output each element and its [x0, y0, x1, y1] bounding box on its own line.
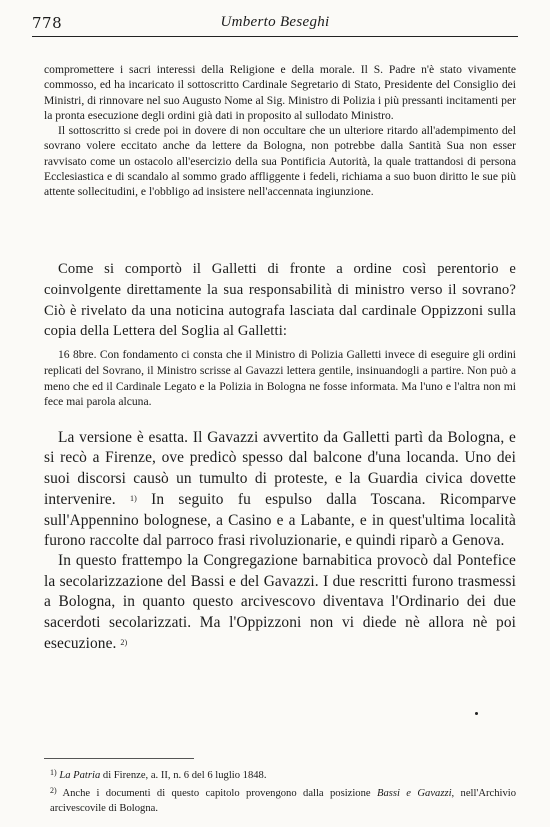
footnote-2-text-b: , nell'Archivio arcivescovile di Bologna.: [50, 788, 516, 815]
footnote-rule: [44, 758, 194, 759]
question-paragraph-block: [44, 259, 516, 342]
footnotes: [50, 765, 516, 817]
footnote-ref-1[interactable]: 1): [130, 494, 137, 504]
footnote-ref-2[interactable]: 2): [120, 638, 128, 648]
body-paragraph-2-text: In questo frattempo la Congregazione barnabitica provocò dal Pontefice la secolarizzazione del Bassi e del Gavazzi. I due rescritti furono trasmessi a Bologna, in quanto questo arcivescovo diventava l'Ordinario dei due sacerdoti secolarizzati. Ma l'Oppizzoni non vi diede nè allora nè poi esecuzione.: [44, 552, 516, 653]
footnote-2: [50, 783, 516, 816]
letter-paragraph-2: Il sottoscritto si crede poi in dovere di non occultare che un ulteriore ritardo all'adempimento del sovrano volere eccitato anche da lettere da Bologna, non potrebbe dalla Santità Sua non esser ravvisato come un ostacolo all'esercizio della sua Pontificia Autorità, la quale trattandosi di persona Ecclesiastica e di scandalo al sommo grado affliggente i fedeli, richiama a suo buon diritto le sue più attente sollecitudini, e l'obbligo ad insistere nell'accennata ingiunzione.: [44, 124, 516, 199]
letter-excerpt: [44, 62, 516, 200]
body-paragraph-1-text-b: In seguito fu espulso dalla Toscana. Ricomparve sull'Appennino bolognese, a Casino e a Labante, e in quest'ultima località furono raccolte dal parroco frasi rivoluzionarie, e quindi riparò a Genova.: [44, 491, 517, 550]
main-body: [44, 428, 516, 654]
body-paragraph-1: [44, 428, 516, 551]
letter-paragraph-1: compromettere i sacri interessi della Religione e della morale. Il S. Padre n'è stato vivamente commosso, ed ha incaricato il sottoscritto Cardinale Segretario di Stato, Presidente del Consiglio dei Ministri, di rinnovare nel suo Augusto Nome al Sig. Ministro di Polizia i più pressanti incitamenti per la pronta esecuzione degli ordini già dati in proposito al sullodato Ministro.: [44, 63, 516, 122]
footnote-1: [50, 765, 516, 783]
header-rule: [32, 36, 518, 37]
footnote-2-italic: Bassi e Gavazzi: [376, 788, 452, 800]
page-number: 778: [32, 14, 63, 32]
oppizzoni-note: 16 8bre. Con fondamento ci consta che il Ministro di Polizia Galletti invece di eseguire gli ordini replicati del Sovrano, il Ministro scrisse al Gavazzi lettera gentile, insinuandogli a partire. Non può a meno che ed il Cardinale Legato e la Polizia in Bologna ne fosse informata. Ma l'uno e l'altra non mi fece mai parola alcuna.: [44, 348, 516, 409]
body-paragraph-1-text-a: La versione è esatta. Il Gavazzi avvertito da Galletti partì da Bologna, e si recò a Firenze, ove predicò spesso dal balcone d'una locanda. Uno dei suoi discorsi causò un tumulto di proteste, e la Guardia civica dovette intervenire.: [44, 429, 516, 509]
footnote-2-text-a: Anche i documenti di questo capitolo provengono dalla posizione: [62, 788, 371, 800]
page-header: [32, 10, 518, 34]
footnote-1-text: di Firenze, a. II, n. 6 del 6 luglio 1848.: [102, 770, 267, 781]
running-head: Umberto Beseghi: [220, 14, 330, 30]
footnote-2-mark: 2): [50, 786, 57, 796]
oppizzoni-note-block: [44, 347, 516, 410]
stray-ink-mark: [475, 712, 478, 715]
footnote-1-title: La Patria: [59, 770, 101, 781]
question-paragraph: Come si comportò il Galletti di fronte a ordine così perentorio e coinvolgente direttamente la sua responsabilità di ministro verso il sovrano? Ciò è rivelato da una noticina autografa lasciata dal cardinale Oppizzoni sulla copia della Lettera del Soglia al Galletti:: [44, 261, 516, 340]
footnote-1-mark: 1): [50, 768, 57, 777]
body-paragraph-2: [44, 551, 516, 654]
